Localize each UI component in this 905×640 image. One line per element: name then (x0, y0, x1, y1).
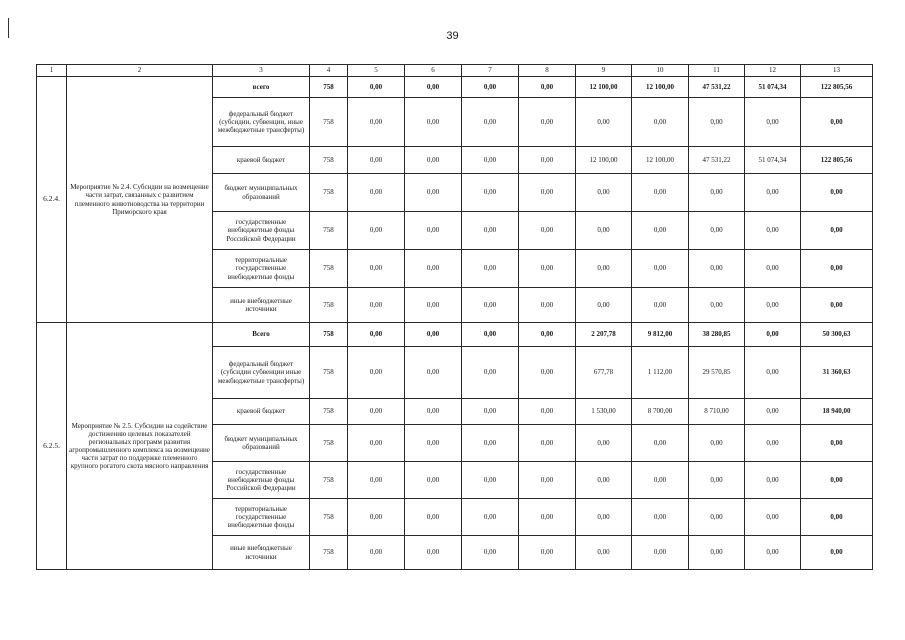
value-cell: 0,00 (689, 212, 745, 250)
column-header: 1 (37, 65, 67, 77)
column-header: 8 (519, 65, 576, 77)
value-cell: 0,00 (745, 499, 801, 536)
value-cell: 0,00 (632, 212, 689, 250)
value-cell: 12 100,00 (632, 77, 689, 98)
value-cell: 0,00 (348, 499, 405, 536)
value-cell: 0,00 (405, 174, 462, 212)
value-cell: 0,00 (576, 425, 632, 462)
column-header: 12 (745, 65, 801, 77)
value-cell: 8 710,00 (689, 399, 745, 425)
value-cell: 0,00 (348, 212, 405, 250)
value-cell: 0,00 (745, 323, 801, 347)
total-value-cell: 0,00 (801, 174, 873, 212)
value-cell: 0,00 (745, 425, 801, 462)
value-cell: 0,00 (405, 425, 462, 462)
value-cell: 0,00 (689, 536, 745, 570)
funding-source-cell: федеральный бюджет (субсидии, субвенции, иные межбюджетные трансферты) (213, 98, 310, 147)
value-cell: 0,00 (348, 536, 405, 570)
value-cell: 0,00 (348, 347, 405, 399)
value-cell: 0,00 (462, 347, 519, 399)
budget-code-cell: 758 (310, 323, 348, 347)
value-cell: 12 100,00 (632, 147, 689, 174)
value-cell: 0,00 (405, 323, 462, 347)
column-header: 7 (462, 65, 519, 77)
funding-source-cell: Всего (213, 323, 310, 347)
value-cell: 0,00 (689, 462, 745, 499)
value-cell: 0,00 (519, 98, 576, 147)
value-cell: 0,00 (348, 174, 405, 212)
value-cell: 0,00 (576, 536, 632, 570)
column-header: 9 (576, 65, 632, 77)
funding-source-cell: федеральный бюджет (субсидии субвенции иные межбюджетные трансферты) (213, 347, 310, 399)
value-cell: 0,00 (519, 323, 576, 347)
value-cell: 0,00 (405, 250, 462, 288)
budget-code-cell: 758 (310, 98, 348, 147)
value-cell: 0,00 (576, 98, 632, 147)
column-header-row (37, 65, 873, 77)
funding-source-cell: государственные внебюджетные фонды Российской Федерации (213, 462, 310, 499)
value-cell: 0,00 (519, 147, 576, 174)
value-cell: 47 531,22 (689, 147, 745, 174)
value-cell: 0,00 (519, 288, 576, 323)
value-cell: 0,00 (689, 250, 745, 288)
value-cell: 0,00 (632, 98, 689, 147)
budget-code-cell: 758 (310, 147, 348, 174)
value-cell: 0,00 (576, 499, 632, 536)
value-cell: 0,00 (519, 425, 576, 462)
budget-code-cell: 758 (310, 174, 348, 212)
value-cell: 0,00 (689, 174, 745, 212)
value-cell: 0,00 (745, 98, 801, 147)
value-cell: 0,00 (348, 250, 405, 288)
value-cell: 0,00 (745, 536, 801, 570)
funding-source-cell: иные внебюджетные источники (213, 288, 310, 323)
funding-source-cell: бюджет муниципальных образований (213, 174, 310, 212)
total-value-cell: 122 805,56 (801, 147, 873, 174)
value-cell: 0,00 (348, 399, 405, 425)
budget-code-cell: 758 (310, 462, 348, 499)
total-value-cell: 0,00 (801, 98, 873, 147)
value-cell: 0,00 (576, 250, 632, 288)
value-cell: 0,00 (745, 288, 801, 323)
value-cell: 2 207,78 (576, 323, 632, 347)
value-cell: 0,00 (405, 288, 462, 323)
value-cell: 0,00 (462, 536, 519, 570)
budget-code-cell: 758 (310, 250, 348, 288)
value-cell: 0,00 (462, 77, 519, 98)
value-cell: 0,00 (745, 174, 801, 212)
value-cell: 0,00 (689, 288, 745, 323)
funding-source-cell: бюджет муниципальных образований (213, 425, 310, 462)
value-cell: 0,00 (519, 250, 576, 288)
value-cell: 0,00 (745, 462, 801, 499)
section-code-cell: 6.2.4. (37, 77, 67, 323)
value-cell: 0,00 (462, 147, 519, 174)
funding-source-cell: иные внебюджетные источники (213, 536, 310, 570)
value-cell: 0,00 (348, 98, 405, 147)
section-name-cell: Мероприятие № 2.5. Субсидии на содействие достижению целевых показателей региональных программ развития агропромышленного комплекса на возмещение части затрат по поддержке племенного крупного рогатого скота мясного направления (67, 323, 213, 570)
value-cell: 0,00 (632, 288, 689, 323)
total-value-cell: 31 360,63 (801, 347, 873, 399)
funding-source-cell: территориальные государственные внебюджетные фонды (213, 499, 310, 536)
value-cell: 0,00 (576, 288, 632, 323)
value-cell: 0,00 (519, 399, 576, 425)
value-cell: 0,00 (576, 462, 632, 499)
value-cell: 0,00 (745, 399, 801, 425)
value-cell: 0,00 (689, 425, 745, 462)
value-cell: 0,00 (405, 212, 462, 250)
value-cell: 677,78 (576, 347, 632, 399)
column-header: 4 (310, 65, 348, 77)
value-cell: 0,00 (462, 425, 519, 462)
value-cell: 0,00 (632, 499, 689, 536)
value-cell: 0,00 (462, 98, 519, 147)
value-cell: 0,00 (405, 98, 462, 147)
value-cell: 51 074,34 (745, 147, 801, 174)
value-cell: 0,00 (348, 77, 405, 98)
total-value-cell: 0,00 (801, 212, 873, 250)
value-cell: 0,00 (405, 399, 462, 425)
value-cell: 12 100,00 (576, 77, 632, 98)
total-value-cell: 122 805,56 (801, 77, 873, 98)
value-cell: 0,00 (348, 323, 405, 347)
value-cell: 0,00 (745, 212, 801, 250)
value-cell: 0,00 (519, 212, 576, 250)
value-cell: 0,00 (745, 250, 801, 288)
funding-source-cell: краевой бюджет (213, 399, 310, 425)
funding-source-cell: краевой бюджет (213, 147, 310, 174)
section-code-cell: 6.2.5. (37, 323, 67, 570)
value-cell: 0,00 (405, 536, 462, 570)
value-cell: 0,00 (519, 77, 576, 98)
value-cell: 0,00 (348, 462, 405, 499)
value-cell: 0,00 (689, 98, 745, 147)
budget-code-cell: 758 (310, 212, 348, 250)
column-header: 6 (405, 65, 462, 77)
column-header: 3 (213, 65, 310, 77)
budget-code-cell: 758 (310, 77, 348, 98)
value-cell: 0,00 (519, 462, 576, 499)
value-cell: 8 700,00 (632, 399, 689, 425)
budget-code-cell: 758 (310, 399, 348, 425)
budget-table (36, 64, 873, 570)
total-value-cell: 0,00 (801, 425, 873, 462)
value-cell: 12 100,00 (576, 147, 632, 174)
total-value-cell: 0,00 (801, 499, 873, 536)
budget-code-cell: 758 (310, 425, 348, 462)
value-cell: 38 280,85 (689, 323, 745, 347)
value-cell: 0,00 (462, 399, 519, 425)
value-cell: 0,00 (462, 212, 519, 250)
value-cell: 0,00 (576, 212, 632, 250)
funding-source-cell: государственные внебюджетные фонды Российской Федерации (213, 212, 310, 250)
total-value-cell: 0,00 (801, 288, 873, 323)
value-cell: 0,00 (519, 347, 576, 399)
total-value-cell: 18 940,00 (801, 399, 873, 425)
total-value-cell: 0,00 (801, 462, 873, 499)
value-cell: 51 074,34 (745, 77, 801, 98)
value-cell: 0,00 (462, 250, 519, 288)
total-value-cell: 50 300,63 (801, 323, 873, 347)
value-cell: 9 812,00 (632, 323, 689, 347)
budget-code-cell: 758 (310, 288, 348, 323)
value-cell: 0,00 (632, 174, 689, 212)
value-cell: 0,00 (632, 462, 689, 499)
value-cell: 0,00 (348, 425, 405, 462)
value-cell: 0,00 (632, 250, 689, 288)
value-cell: 0,00 (462, 462, 519, 499)
value-cell: 47 531,22 (689, 77, 745, 98)
budget-code-cell: 758 (310, 499, 348, 536)
value-cell: 29 570,85 (689, 347, 745, 399)
column-header: 11 (689, 65, 745, 77)
value-cell: 0,00 (745, 347, 801, 399)
value-cell: 0,00 (519, 536, 576, 570)
funding-source-cell: всего (213, 77, 310, 98)
page-number: 39 (446, 30, 459, 42)
value-cell: 0,00 (689, 499, 745, 536)
value-cell: 0,00 (632, 536, 689, 570)
value-cell: 0,00 (576, 174, 632, 212)
value-cell: 1 112,00 (632, 347, 689, 399)
value-cell: 0,00 (462, 499, 519, 536)
value-cell: 0,00 (462, 323, 519, 347)
value-cell: 1 530,00 (576, 399, 632, 425)
total-value-cell: 0,00 (801, 536, 873, 570)
value-cell: 0,00 (519, 174, 576, 212)
column-header: 13 (801, 65, 873, 77)
column-header: 10 (632, 65, 689, 77)
value-cell: 0,00 (405, 77, 462, 98)
funding-source-cell: территориальные государственные внебюджетные фонды (213, 250, 310, 288)
budget-code-cell: 758 (310, 536, 348, 570)
value-cell: 0,00 (348, 147, 405, 174)
column-header: 5 (348, 65, 405, 77)
table-row (37, 323, 873, 347)
table-row (37, 77, 873, 98)
value-cell: 0,00 (462, 288, 519, 323)
value-cell: 0,00 (405, 499, 462, 536)
value-cell: 0,00 (405, 347, 462, 399)
total-value-cell: 0,00 (801, 250, 873, 288)
value-cell: 0,00 (462, 174, 519, 212)
column-header: 2 (67, 65, 213, 77)
value-cell: 0,00 (348, 288, 405, 323)
budget-code-cell: 758 (310, 347, 348, 399)
value-cell: 0,00 (519, 499, 576, 536)
value-cell: 0,00 (405, 147, 462, 174)
value-cell: 0,00 (632, 425, 689, 462)
section-name-cell: Мероприятие № 2.4. Субсидии на возмещение части затрат, связанных с развитием племенного животноводства на территории Приморского края (67, 77, 213, 323)
value-cell: 0,00 (405, 462, 462, 499)
